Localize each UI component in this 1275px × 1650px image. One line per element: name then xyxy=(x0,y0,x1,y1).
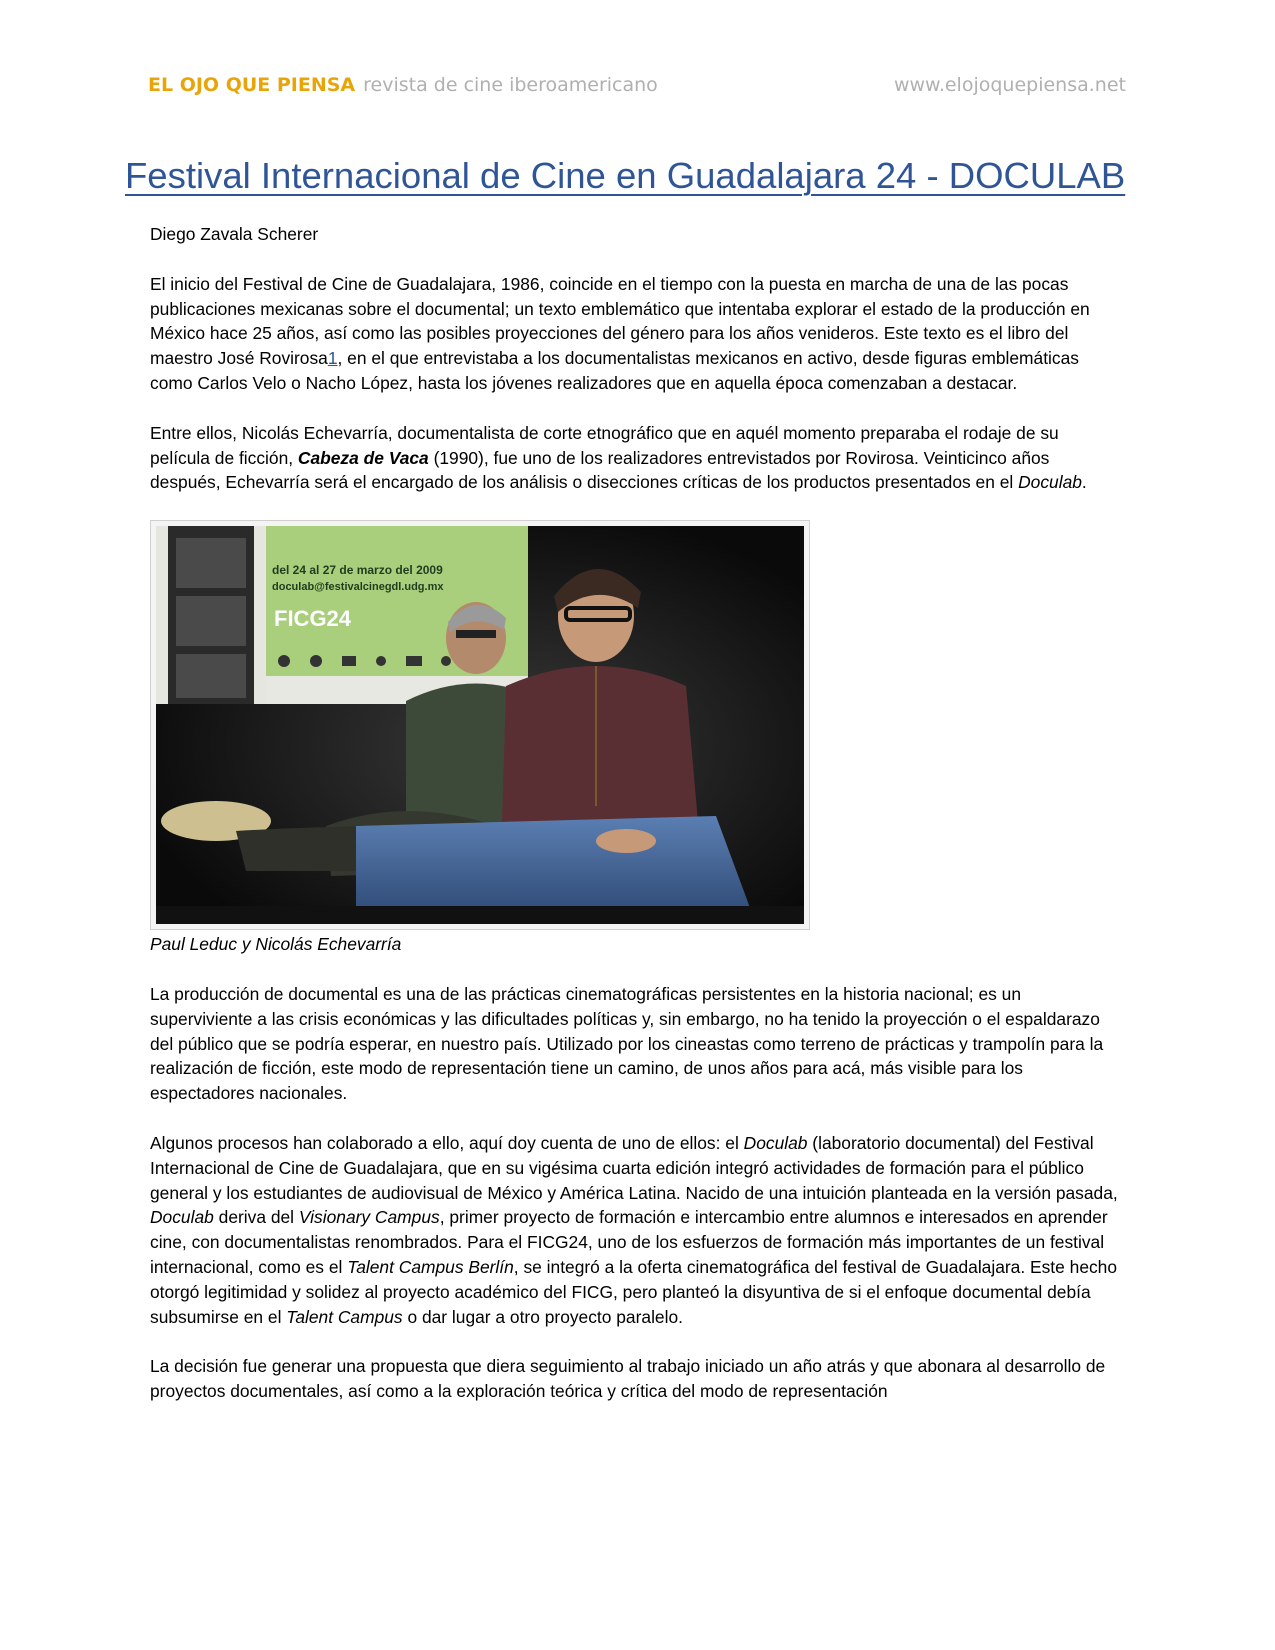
film-title: Cabeza de Vaca xyxy=(297,447,429,468)
banner-email: doculab@festivalcinegdl.udg.mx xyxy=(272,581,444,594)
photo-image xyxy=(156,526,804,924)
photo-caption: Paul Leduc y Nicolás Echevarría xyxy=(150,934,402,955)
magazine-brand: EL OJO QUE PIENSA xyxy=(148,74,356,96)
page-header xyxy=(148,74,1126,104)
banner-dates: del 24 al 27 de marzo del 2009 xyxy=(272,563,443,578)
article-photo xyxy=(150,520,810,930)
paragraph-3: La producción de documental es una de las prácticas cinematográficas persistentes en la historia nacional; es un superviviente a las crisis económicas y las dificultades políticas y, sin embargo, no ha tenido la proyección o el espaldarazo del público que se podría esperar, en nuestro país. Utilizado por los cineastas como terreno de prácticas y trampolín para la realización de ficción, este modo de representación tiene un camino, de unos años para acá, más visible para los espectadores nacionales. xyxy=(150,983,1104,1104)
banner-logo: FICG24 xyxy=(274,606,352,632)
magazine-website[interactable]: www.elojoquepiensa.net xyxy=(893,74,1126,96)
paragraph-1: El inicio del Festival de Cine de Guadalajara, 1986, coincide en el tiempo con la puesta en marcha de una de las pocas publicaciones mexicanas sobre el documental; un texto emblemático que intentaba explorar el estado de la producción en México hace 25 años, así como las posibles proyecciones del género para los años venideros. Este texto es el libro del maestro José Rovirosa1, en el que entrevistaba a los documentalistas mexicanos en activo, desde figuras emblemáticas como Carlos Velo o Nacho López, hasta los jóvenes realizadores que en aquella época comenzaban a destacar. xyxy=(150,273,1090,393)
magazine-tagline: revista de cine iberoamericano xyxy=(363,74,658,96)
paragraph-5: La decisión fue generar una propuesta que diera seguimiento al trabajo iniciado un año atrás y que abonara al desarrollo de proyectos documentales, así como a la exploración teórica y crítica del modo de representación xyxy=(150,1356,1106,1402)
article-body xyxy=(150,222,1120,1429)
footnote-link[interactable]: 1 xyxy=(327,348,338,369)
paragraph-4: Algunos procesos han colaborado a ello, aquí doy cuenta de uno de ellos: el Doculab (laboratorio documental) del Festival Internacional de Cine de Guadalajara, que en su vigésima cuarta edición integró actividades de formación para el público general y los estudiantes de audiovisual de México y América Latina. Nacido de una intuición planteada en la versión pasada, Doculab deriva del Visionary Campus, primer proyecto de formación e intercambio entre alumnos e interesados en aprender cine, con documentalistas renombrados. Para el FICG24, uno de los esfuerzos de formación más importantes de un festival internacional, como es el Talent Campus Berlín, se integró a la oferta cinematográfica del festival de Guadalajara. Este hecho otorgó legitimidad y solidez al proyecto académico del FICG, pero planteó la disyuntiva de si el enfoque documental debía subsumirse en el Talent Campus o dar lugar a otro proyecto paralelo. xyxy=(150,1132,1118,1327)
article-title[interactable]: Festival Internacional de Cine en Guadalajara 24 - DOCULAB xyxy=(125,155,1126,196)
paragraph-2: Entre ellos, Nicolás Echevarría, documentalista de corte etnográfico que en aquél momento preparaba el rodaje de su película de ficción, Cabeza de Vaca (1990), fue uno de los realizadores entrevistados por Rovirosa. Veinticinco años después, Echevarría será el encargado de los análisis o disecciones críticas de los productos presentados en el Doculab. xyxy=(150,422,1087,493)
article-author: Diego Zavala Scherer xyxy=(150,224,319,244)
